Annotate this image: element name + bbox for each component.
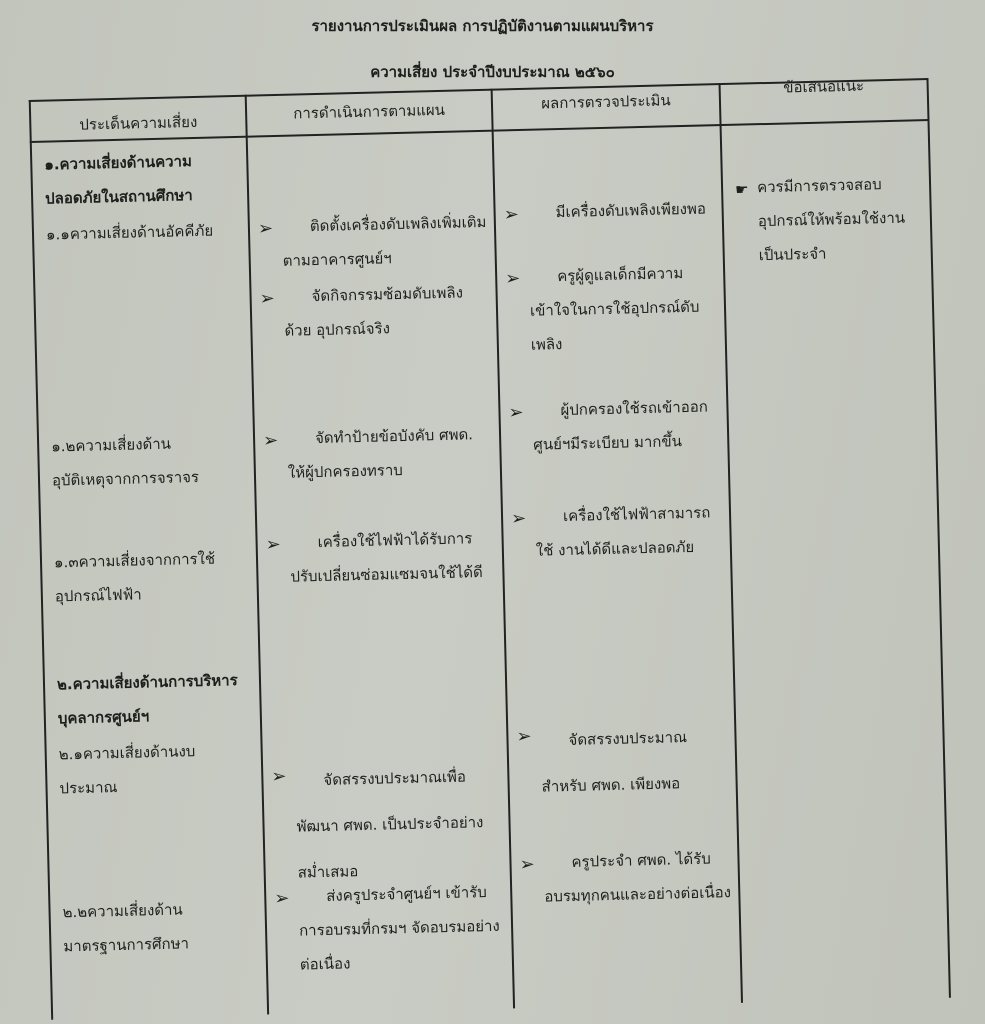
arrow-bullet-icon: ➢ bbox=[510, 507, 527, 530]
risk-2-1: ๒.๑ความเสี่ยงด้านงบประมาณ bbox=[58, 742, 196, 798]
arrow-bullet-icon: ➢ bbox=[503, 204, 520, 226]
arrow-bullet-icon: ➢ bbox=[271, 765, 287, 788]
action-6: ส่งครูประจำศูนย์ฯ เข้ารับการอบรมที่กรมฯ จัดอบรมอย่างต่อเนื่อง bbox=[298, 883, 500, 974]
result-2: ครูผู้ดูแลเด็กมีความเข้าใจในการใช้อุปกรณ์ดับเพลิง bbox=[529, 264, 700, 354]
arrow-bullet-icon: ➢ bbox=[262, 430, 279, 452]
arrow-bullet-icon: ➢ bbox=[508, 401, 524, 424]
result-3: ผู้ปกครองใช้รถเข้าออกศูนย์ฯมีระเบียบ มากขึ้น bbox=[533, 397, 709, 454]
report-title-line1: รายงานการประเมินผล การปฏิบัติงานตามแผนบริหาร bbox=[311, 17, 654, 35]
pointing-hand-icon: ☛ bbox=[734, 180, 749, 199]
risk-1-1: ๑.๑ความเสี่ยงด้านอัคคีภัย bbox=[45, 221, 214, 244]
header-risk-issue: ประเด็นความเสี่ยง bbox=[79, 112, 198, 134]
action-1: ติดตั้งเครื่องดับเพลิงเพิ่มเติม ตามอาคารศูนย์ฯ bbox=[282, 212, 487, 270]
risk-table bbox=[28, 47, 985, 1024]
arrow-bullet-icon: ➢ bbox=[516, 725, 532, 748]
result-4: เครื่องใช้ไฟฟ้าสามารถใช้ งานได้ดีและปลอดภัย bbox=[535, 503, 711, 560]
risk-group-1: ๑.ความเสี่ยงด้านความปลอดภัยในสถานศึกษา bbox=[44, 152, 193, 208]
header-evaluation-result: ผลการตรวจประเมิน bbox=[541, 91, 671, 113]
arrow-bullet-icon: ➢ bbox=[274, 887, 290, 910]
header-plan-action: การดำเนินการตามแผน bbox=[293, 100, 446, 123]
result-6: ครูประจำ ศพด. ได้รับอบรมทุกคนและอย่างต่อเนื่อง bbox=[544, 849, 732, 906]
report-title-line2: ความเสี่ยง ประจำปีงบประมาณ ๒๕๖๐ bbox=[370, 63, 615, 81]
action-2: จัดกิจกรรมซ้อมดับเพลิงด้วย อุปกรณ์จริง bbox=[284, 283, 464, 340]
arrow-bullet-icon: ➢ bbox=[504, 268, 521, 290]
result-1: มีเครื่องดับเพลิงเพียงพอ bbox=[555, 199, 707, 222]
arrow-bullet-icon: ➢ bbox=[265, 533, 282, 556]
arrow-bullet-icon: ➢ bbox=[259, 288, 276, 310]
action-3: จัดทำป้ายข้อบังคับ ศพด. ให้ผู้ปกครองทราบ bbox=[287, 425, 474, 482]
result-5: จัดสรรงบประมาณสำหรับ ศพด. เพียงพอ bbox=[541, 728, 688, 796]
header-suggestion: ข้อเสนอแนะ bbox=[783, 76, 865, 97]
arrow-bullet-icon: ➢ bbox=[519, 853, 535, 876]
table-right-border bbox=[926, 78, 950, 998]
risk-2-2: ๒.๒ความเสี่ยงด้านมาตรฐานการศึกษา bbox=[62, 900, 190, 956]
action-4: เครื่องใช้ไฟฟ้าได้รับการปรับเปลี่ยนซ่อมแซมจนใช้ได้ดี bbox=[290, 529, 483, 586]
risk-1-3: ๑.๓ความเสี่ยงจากการใช้อุปกรณ์ไฟฟ้า bbox=[53, 549, 216, 606]
arrow-bullet-icon: ➢ bbox=[257, 218, 274, 240]
action-5: จัดสรรงบประมาณเพื่อพัฒนา ศพด. เป็นประจำอย่างสม่ำเสมอ bbox=[296, 767, 484, 882]
risk-1-2: ๑.๒ความเสี่ยงด้านอุบัติเหตุจากการจราจร bbox=[50, 434, 200, 490]
suggestion-text: ควรมีการตรวจสอบอุปกรณ์ให้พร้อมใช้งานเป็นประจำ bbox=[756, 175, 906, 265]
risk-group-2: ๒.ความเสี่ยงด้านการบริหารบุคลากรศูนย์ฯ bbox=[56, 671, 238, 728]
